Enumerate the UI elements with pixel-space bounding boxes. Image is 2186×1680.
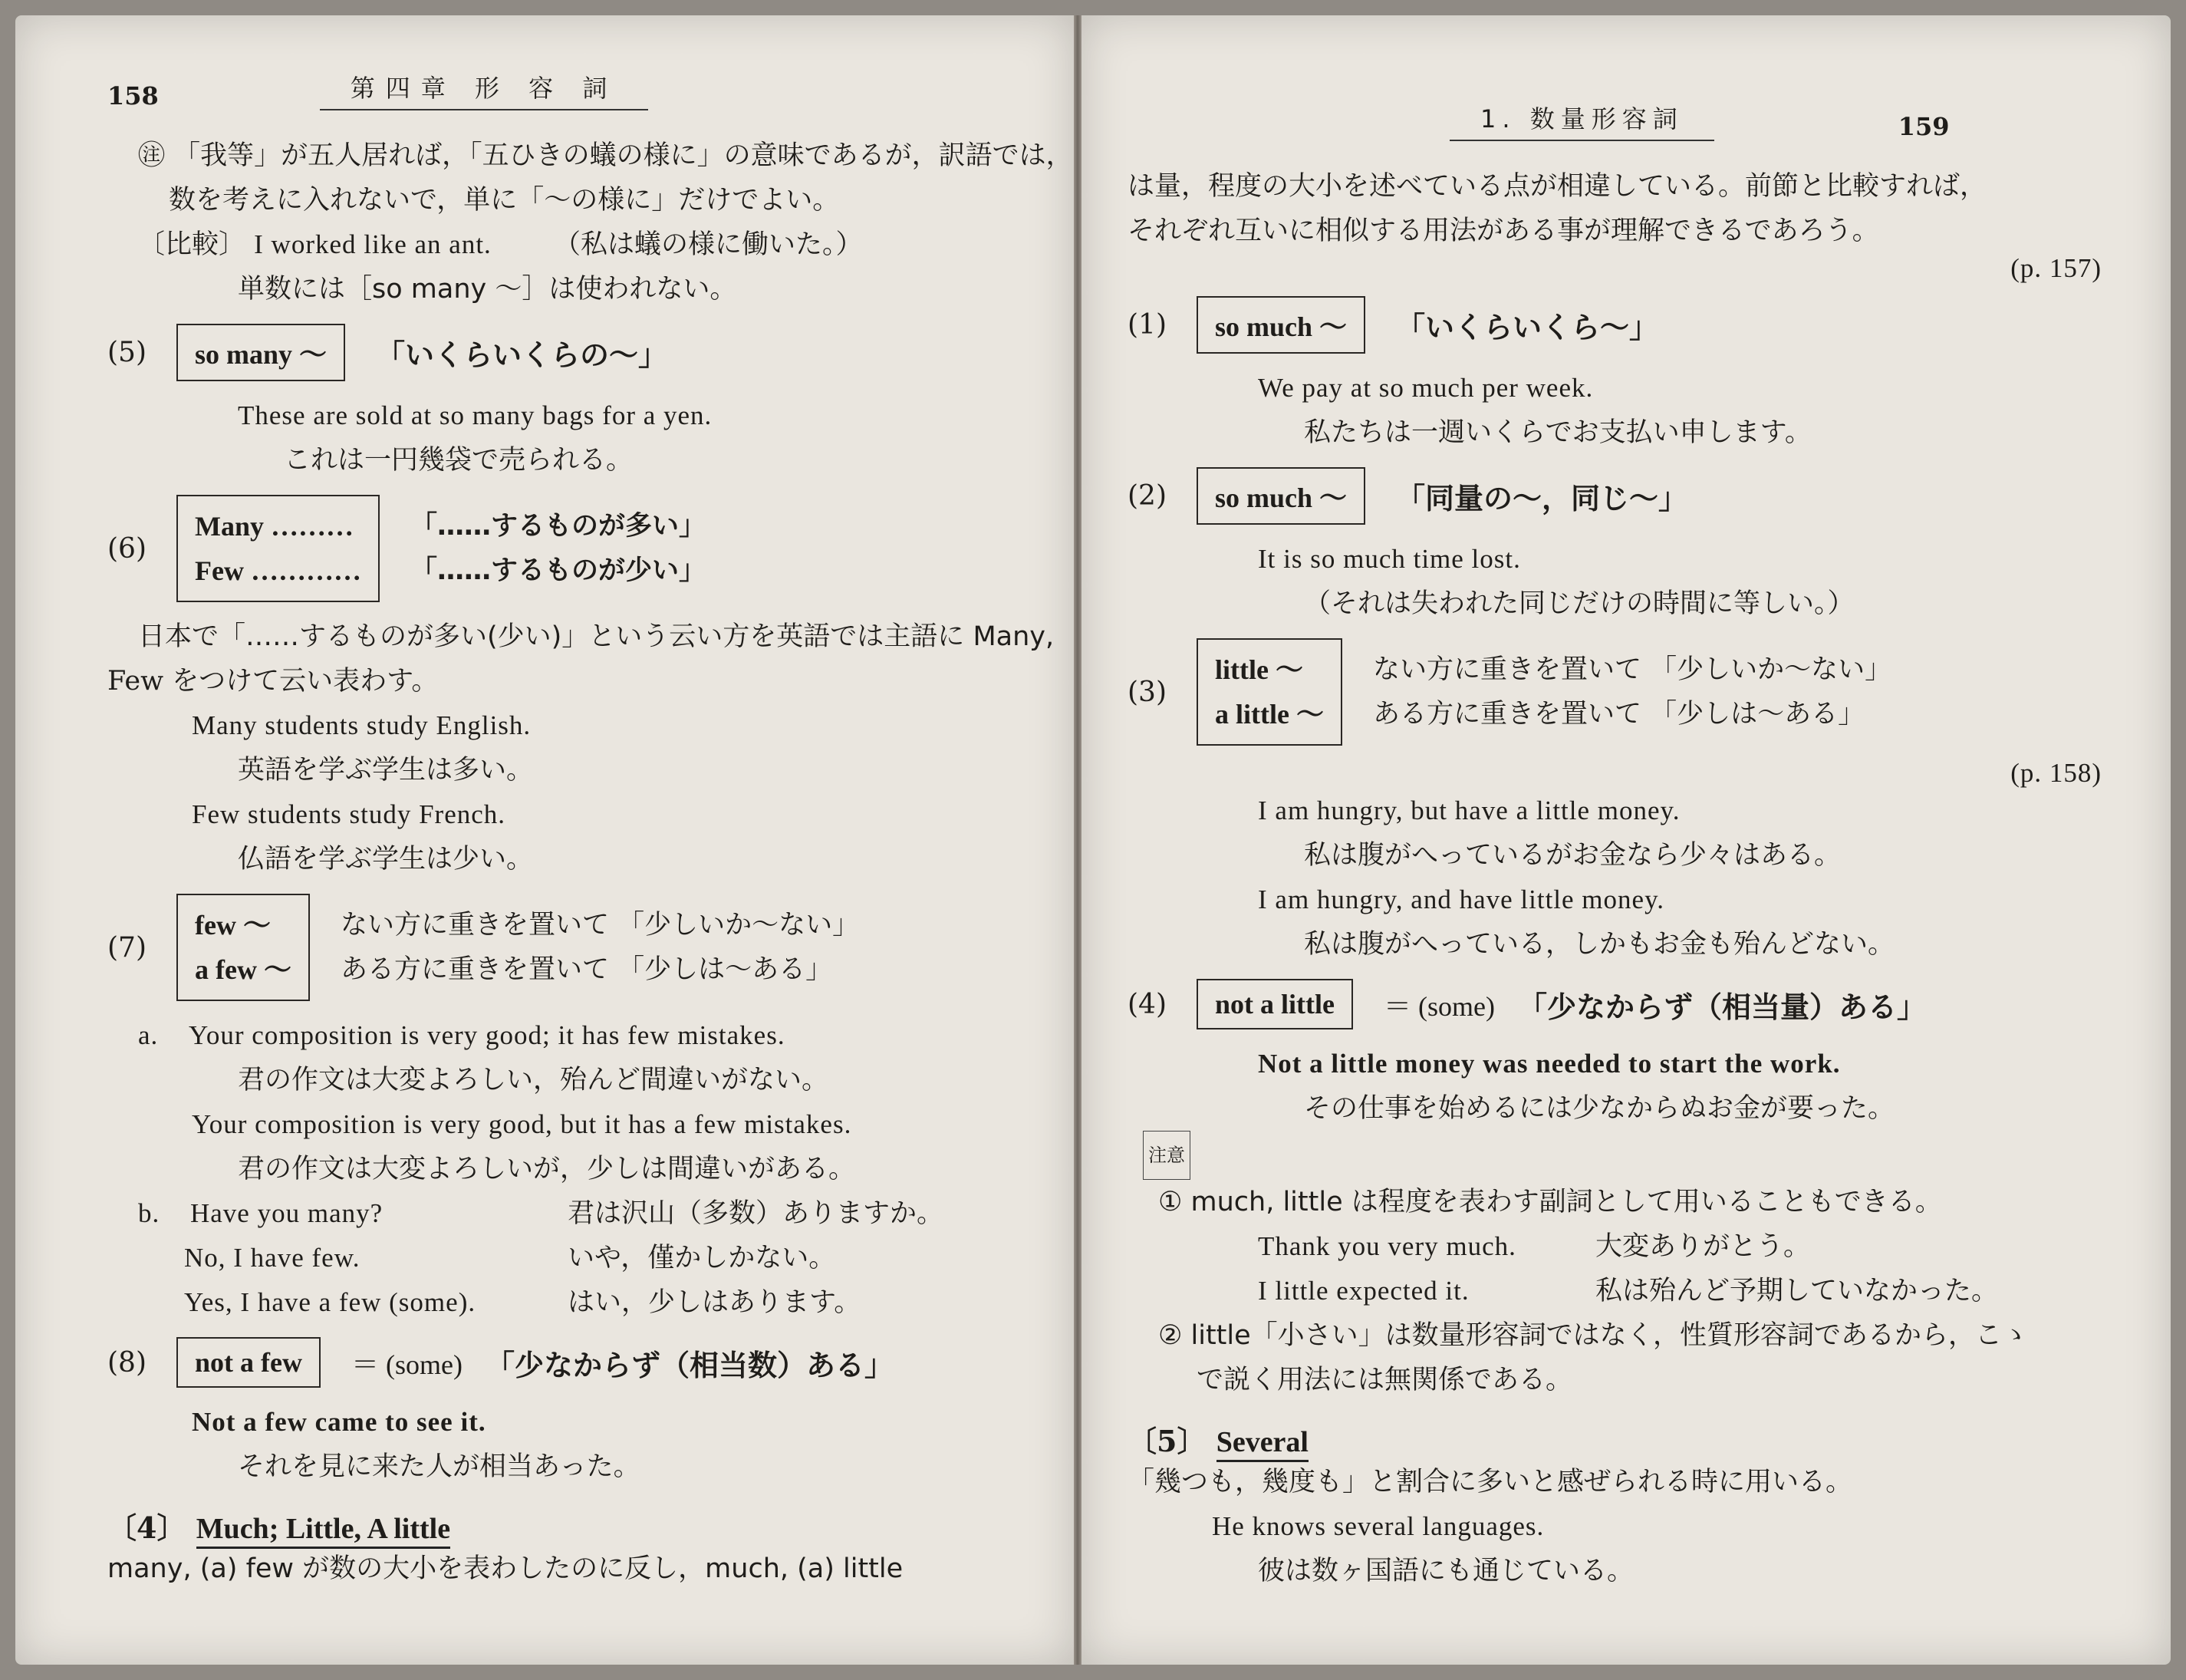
section-text: many, (a) few が数の大小を表わしたのに反し，much, (a) little [107,1553,904,1584]
compare-translation: （私は蟻の様に働いた。） [553,229,863,260]
example-en: These are sold at so many bags for a yen. [238,400,713,430]
entry-box: so much ～ [1197,296,1365,354]
note-line: 数を考えに入れないで，単に「～の様に」だけでよい。 [169,185,840,216]
box-line: a little ～ [1215,699,1324,730]
entry-meaning: 「少なからず（相当量）ある」 [1517,990,1926,1024]
explanation: Few をつけて云い表わす。 [107,666,439,697]
note-line: ㊟ 「我等」が五人居れば，「五ひきの蟻の様に」の意味であるが，訳語では， [138,140,1073,171]
entry-box: not a little [1197,979,1353,1029]
page-number: 159 [1898,112,1950,141]
example-en: Thank you very much. [1258,1231,1516,1261]
section-title: Much; Little, A little [196,1513,450,1549]
example-jp: 君は沢山（多数）ありますか。 [568,1198,944,1229]
section-4-heading [107,1504,1028,1547]
box-line: a few ～ [195,954,291,985]
running-head: 第四章 形 容 詞 [320,69,649,110]
example-jp: はい，少しはあります。 [568,1287,861,1318]
section-text: 「幾つも，幾度も」と割合に多いと感ぜられる時に用いる。 [1128,1467,1853,1497]
explanation: 日本で「……するものが多い(少い)」という云い方を英語では主語に Many, [138,621,1055,652]
meaning-line: ある方に重きを置いて 「少しは～ある」 [340,954,833,985]
example-jp: 英語を学ぶ学生は多い。 [238,755,534,786]
page-number: 158 [107,81,159,110]
example-text: Your composition is very good; it has few mistakes. [189,1020,785,1050]
note-example-row [1128,1269,2102,1313]
entry-number: (3) [1128,676,1167,708]
note-tag: 注意 [1143,1131,1190,1180]
entry-box [176,894,310,1001]
meaning-line: ない方に重きを置いて 「少しいか～ない」 [340,910,860,940]
example-jp: それを見に来た人が相当あった。 [238,1451,640,1482]
entry-number: (2) [1128,480,1167,512]
entry-number: (6) [107,532,147,565]
example-text: Have you many? [190,1198,384,1228]
entry-meaning: 「少なからず（相当数）ある」 [485,1348,894,1382]
right-header [1128,100,2102,141]
example-label: b. [138,1198,160,1228]
entry-number: (8) [107,1346,147,1379]
entry-5 [107,324,1028,381]
example-en [107,1013,1028,1058]
example-en: Not a few came to see it. [192,1407,486,1437]
entry-6 [107,495,1028,602]
example-en: We pay at so much per week. [1258,373,1594,403]
entry-3 [1128,638,2102,746]
entry-4 [1128,979,2102,1029]
example-jp: これは一円幾袋で売られる。 [284,445,634,476]
example-en: It is so much time lost. [1258,544,1521,574]
entry-box: so much ～ [1197,467,1365,525]
example-jp: （それは失われた同じだけの時間に等しい。） [1304,588,1855,619]
example-en: Your composition is very good, but it has a few mistakes. [192,1109,852,1139]
section-title: Several [1216,1426,1309,1462]
intro-line: は量，程度の大小を述べている点が相違している。前節と比較すれば， [1128,171,1987,202]
entry-meaning: 「いくらいくらの～」 [376,338,668,372]
example-jp: 私は腹がへっている，しかもお金も殆んどない。 [1304,929,1895,960]
entry-box [1197,638,1342,746]
box-line: Many ……… [195,511,354,542]
entry-7 [107,894,1028,1001]
entry-number: (7) [107,931,147,964]
page-reference: (p. 157) [2010,253,2102,283]
entry-meaning [1373,647,1891,736]
entry-meaning: 「同量の～，同じ～」 [1396,482,1688,516]
right-page [1081,15,2171,1665]
entry-meaning [341,903,859,992]
entry-1 [1128,296,2102,354]
example-jp: 私たちは一週いくらでお支払い申します。 [1304,417,1812,448]
box-line: little ～ [1215,654,1303,685]
meaning-line: 「……するものが多い」 [410,511,706,542]
example-jp: その仕事を始めるには少なからぬお金が要った。 [1304,1093,1895,1124]
dialogue-row [107,1191,1028,1236]
example-en: He knows several languages. [1212,1511,1545,1541]
example-jp: 君の作文は大変よろしいが，少しは間違いがある。 [238,1154,856,1184]
running-head: 1. 数量形容詞 [1450,100,1714,141]
compare-label: 〔比較〕 [138,229,246,260]
entry-8 [107,1337,1028,1388]
example-en: Many students study English. [192,710,532,740]
entry-box: not a few [176,1337,321,1388]
example-en: Few students study French. [192,799,506,829]
entry-number: (1) [1128,309,1167,341]
example-en [138,1191,568,1236]
example-jp: 私は殆んど予期していなかった。 [1595,1276,1999,1306]
compare-note: 単数には［so many ～］は使われない。 [238,274,737,305]
example-jp: 仏語を学ぶ学生は少い。 [238,844,534,875]
entry-meaning [410,504,706,593]
example-jp: 彼は数ヶ国語にも通じている。 [1258,1556,1635,1586]
entry-number: (4) [1128,988,1167,1020]
example-en: No, I have few. [184,1243,360,1273]
entry-equivalent: ＝ (some) [1383,990,1495,1022]
dialogue-row [107,1236,1028,1280]
left-page [15,15,1074,1665]
dialogue-row [107,1280,1028,1325]
example-en: Not a little money was needed to start the work. [1258,1049,1841,1079]
note-line: ① much, little は程度を表わす副詞として用いることもできる。 [1158,1187,1942,1217]
example-jp: いや，僅かしかない。 [568,1243,836,1273]
note-line: で説く用法には無関係である。 [1197,1365,1573,1395]
left-header [107,69,1028,110]
note-tag-row [1128,1131,2102,1180]
entry-number: (5) [107,337,147,368]
entry-meaning: 「いくらいくら～」 [1396,311,1659,344]
section-number: 〔5〕 [1128,1424,1207,1458]
example-jp: 大変ありがとう。 [1595,1231,1811,1262]
entry-box: so many ～ [176,324,345,381]
example-jp: 君の作文は大変よろしい，殆んど間違いがない。 [238,1065,829,1095]
intro-line: それぞれ互いに相似する用法がある事が理解できるであろう。 [1128,216,1879,246]
entry-2 [1128,467,2102,525]
entry-box [176,495,380,602]
compare-line [107,222,1028,267]
note-line: ② little「小さい」は数量形容詞ではなく，性質形容詞であるから，こゝ [1158,1320,2029,1351]
box-line: few ～ [195,910,271,940]
box-line: Few ………… [195,555,361,586]
meaning-line: ない方に重きを置いて 「少しいか～ない」 [1372,654,1892,685]
section-number: 〔4〕 [107,1510,186,1545]
example-jp: 私は腹がへっているがお金なら少々はある。 [1304,840,1842,871]
meaning-line: ある方に重きを置いて 「少しは～ある」 [1372,699,1865,730]
example-en: I little expected it. [1258,1276,1470,1306]
example-en: I am hungry, and have little money. [1258,884,1665,914]
page-reference: (p. 158) [2010,758,2102,788]
example-label: a. [138,1020,159,1050]
note-example-row [1128,1224,2102,1269]
section-5-heading [1128,1418,2102,1460]
example-en: Yes, I have a few (some). [184,1287,476,1317]
entry-equivalent: ＝ (some) [351,1349,463,1380]
example-en: I am hungry, but have a little money. [1258,796,1681,825]
meaning-line: 「……するものが少い」 [410,555,706,586]
compare-example: I worked like an ant. [254,229,492,259]
